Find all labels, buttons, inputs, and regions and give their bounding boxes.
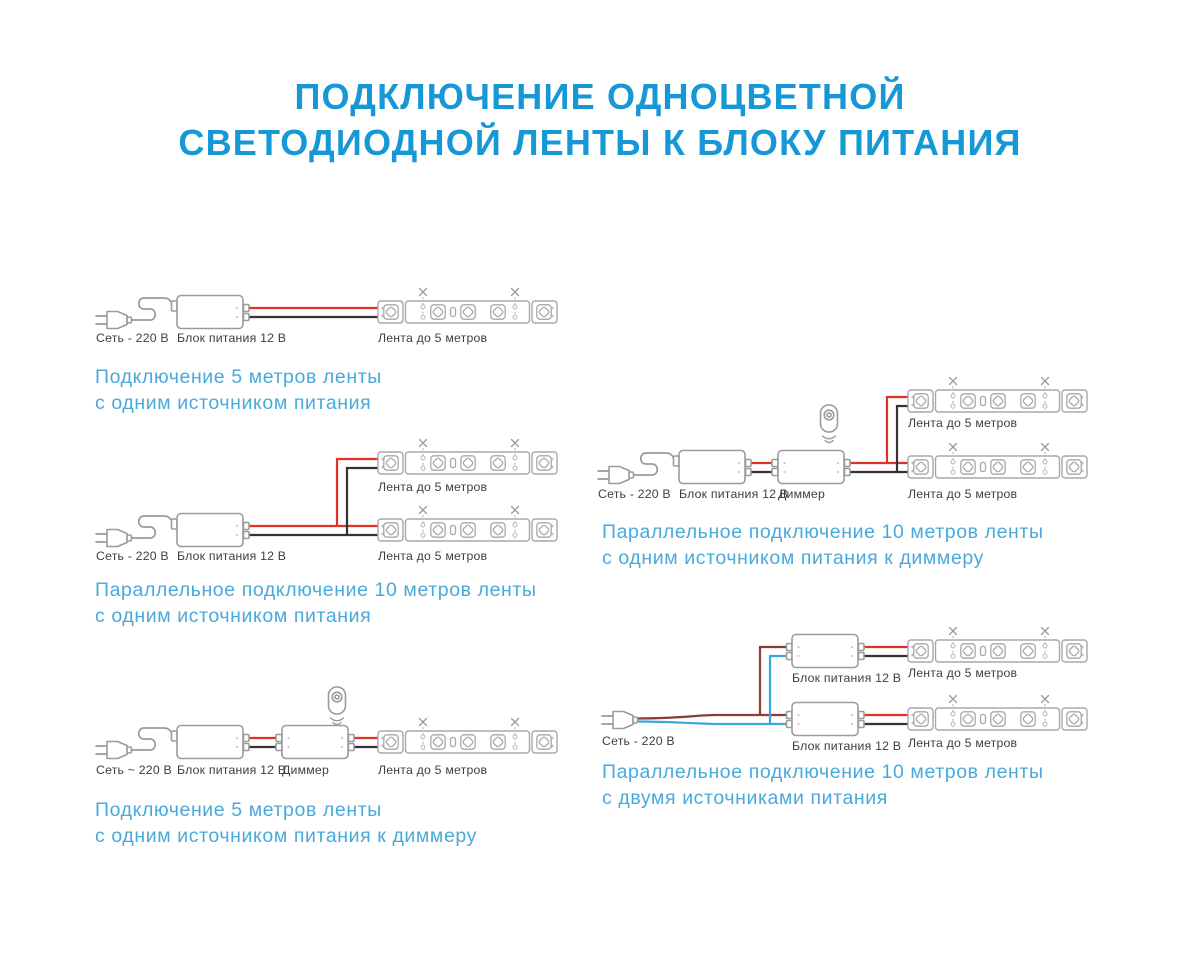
d5-plug-icon	[602, 712, 638, 729]
d5-led-strip-top	[908, 628, 1087, 663]
d3-strip-label: Лента до 5 метров	[378, 763, 488, 777]
d4-dimmer-label: Диммер	[778, 487, 825, 501]
d4-dimmer-box	[772, 451, 850, 484]
d5-strip-top-label: Лента до 5 метров	[908, 666, 1018, 680]
d2-caption-line2: с одним источником питания	[95, 605, 372, 627]
d5-strip-bottom-label: Лента до 5 метров	[908, 736, 1018, 750]
d5-caption-line2: с двумя источниками питания	[602, 787, 888, 809]
d1-strip-label: Лента до 5 метров	[378, 331, 488, 345]
d2-power-cord	[131, 516, 173, 538]
d4-remote-control-icon	[821, 405, 838, 443]
d4-psu-label: Блок питания 12 В	[679, 487, 789, 501]
d5-wire-neutral	[636, 656, 787, 724]
d1-caption	[95, 364, 382, 416]
d5-mains-label: Сеть - 220 В	[602, 734, 675, 748]
d1-caption-line1: Подключение 5 метров ленты	[95, 366, 382, 388]
diagram-3	[96, 687, 557, 777]
d3-dimmer-box	[276, 726, 354, 759]
d4-strip-top-label: Лента до 5 метров	[908, 416, 1018, 430]
d1-led-strip	[378, 289, 557, 324]
d1-psu-label: Блок питания 12 В	[177, 331, 287, 345]
d2-led-strip-bottom	[378, 507, 557, 542]
d2-strip-bottom-label: Лента до 5 метров	[378, 549, 488, 563]
d5-caption	[602, 759, 1044, 811]
d1-power-cord	[131, 298, 173, 320]
page-title-line2: СВЕТОДИОДНОЙ ЛЕНТЫ К БЛОКУ ПИТАНИЯ	[178, 122, 1022, 163]
d4-mains-label: Сеть - 220 В	[598, 487, 671, 501]
diagram-2	[96, 440, 557, 564]
d3-led-strip	[378, 719, 557, 754]
diagram-4	[598, 378, 1087, 502]
d4-led-strip-top	[908, 378, 1087, 413]
d4-plug-icon	[598, 467, 634, 484]
d2-led-strip-top	[378, 440, 557, 475]
d1-power-supply-box	[172, 296, 250, 329]
d2-psu-label: Блок питания 12 В	[177, 549, 287, 563]
d3-power-supply-box	[172, 726, 250, 759]
d4-led-strip-bottom	[908, 444, 1087, 479]
d5-power-supply-bottom	[787, 703, 865, 736]
d2-mains-label: Сеть - 220 В	[96, 549, 169, 563]
d5-psu-top-label: Блок питания 12 В	[792, 671, 902, 685]
d4-caption-line1: Параллельное подключение 10 метров ленты	[602, 521, 1044, 543]
d5-led-strip-bottom	[908, 696, 1087, 731]
d1-mains-label: Сеть - 220 В	[96, 331, 169, 345]
d4-power-supply-box	[674, 451, 752, 484]
d3-remote-control-icon	[329, 687, 346, 725]
diagram-1	[96, 289, 557, 346]
d5-caption-line1: Параллельное подключение 10 метров ленты	[602, 761, 1044, 783]
d3-dimmer-label: Диммер	[282, 763, 329, 777]
d3-mains-label: Сеть ~ 220 В	[96, 763, 172, 777]
d3-plug-icon	[96, 742, 132, 759]
diagram-5	[602, 628, 1087, 754]
d5-power-supply-top	[787, 635, 865, 668]
d1-caption-line2: с одним источником питания	[95, 392, 372, 414]
d3-caption-line2: с одним источником питания к диммеру	[95, 825, 477, 847]
d2-caption	[95, 577, 537, 629]
d3-caption-line1: Подключение 5 метров ленты	[95, 799, 382, 821]
d2-power-supply-box	[172, 514, 250, 547]
d2-plug-icon	[96, 530, 132, 547]
d3-caption	[95, 797, 477, 849]
d1-plug-icon	[96, 312, 132, 329]
d4-caption-line2: с одним источником питания к диммеру	[602, 547, 984, 569]
d5-psu-bottom-label: Блок питания 12 В	[792, 739, 902, 753]
d5-wire-live	[636, 647, 787, 719]
d4-caption	[602, 519, 1044, 571]
d2-strip-top-label: Лента до 5 метров	[378, 480, 488, 494]
d2-caption-line1: Параллельное подключение 10 метров ленты	[95, 579, 537, 601]
d3-power-cord	[131, 728, 173, 750]
page-title-line1: ПОДКЛЮЧЕНИЕ ОДНОЦВЕТНОЙ	[294, 76, 906, 117]
d3-psu-label: Блок питания 12 В	[177, 763, 287, 777]
d4-strip-bottom-label: Лента до 5 метров	[908, 487, 1018, 501]
d4-power-cord	[633, 453, 675, 475]
